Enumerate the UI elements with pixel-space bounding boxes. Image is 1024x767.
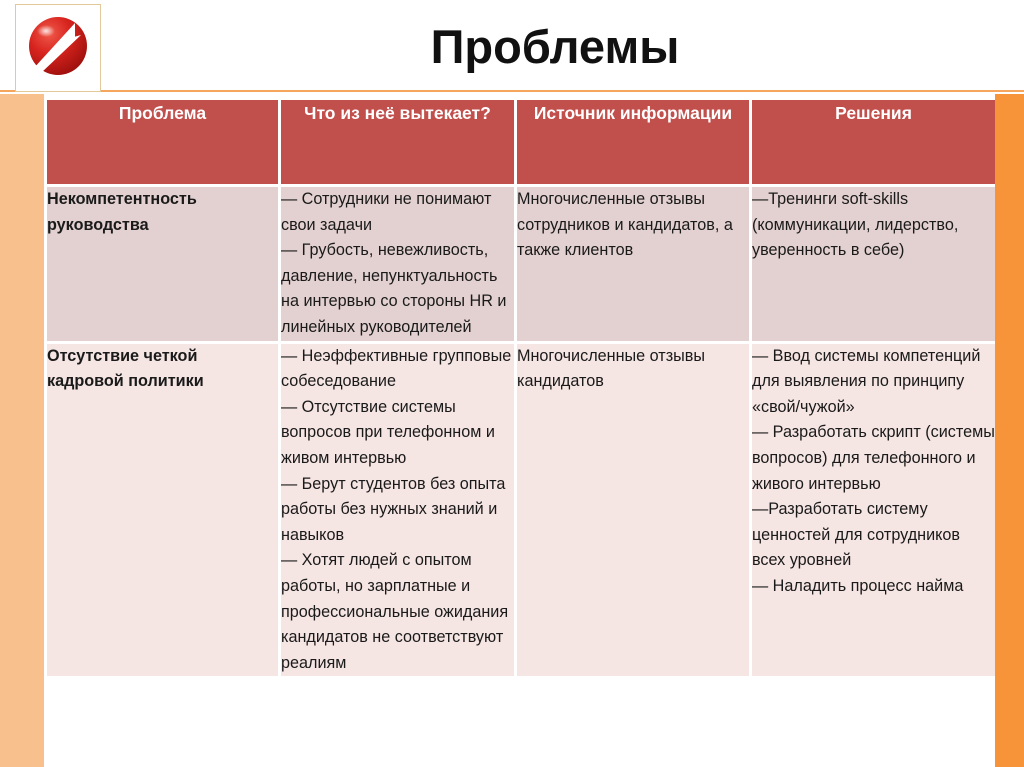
cell-problem: Некомпетентность руководства (47, 187, 278, 341)
cell-solution: — Ввод системы компетенций для выявления по принципу «свой/чужой» — Разработать скрипт (системы вопросов) для телефонного и живого интервью —Разработать систему ценностей для сотрудников всех уровней — Наладить процесс найма (752, 344, 995, 677)
table-row (47, 187, 995, 341)
problems-table (44, 97, 998, 679)
cell-consequence: — Неэффективные групповые собеседование — Отсутствие системы вопросов при телефонном и живом интервью — Берут студентов без опыта работы без нужных знаний и навыков — Хотят людей с опытом работы, но зарплатные и профессиональные ожидания кандидатов не соответствуют реалиям (281, 344, 514, 677)
cell-problem: Отсутствие четкой кадровой политики (47, 344, 278, 677)
unicredit-sphere-logo-icon (23, 11, 93, 81)
cell-source: Многочисленные отзывы сотрудников и кандидатов, а также клиентов (517, 187, 749, 341)
table-header-row (47, 100, 995, 184)
left-edge-bar (0, 94, 44, 767)
table-row (47, 344, 995, 677)
column-header-source: Источник информации (517, 100, 749, 184)
column-header-problem: Проблема (47, 100, 278, 184)
column-header-solution: Решения (752, 100, 995, 184)
cell-source: Многочисленные отзывы кандидатов (517, 344, 749, 677)
cell-solution: —Тренинги soft-skills (коммуникации, лидерство, уверенность в себе) (752, 187, 995, 341)
page-title: Проблемы (430, 20, 680, 73)
cell-consequence: — Сотрудники не понимают свои задачи — Грубость, невежливость, давление, непунктуальность на интервью со стороны HR и линейных руководителей (281, 187, 514, 341)
header-divider-rule (0, 90, 1024, 92)
company-logo (15, 4, 101, 92)
right-edge-bar (995, 94, 1024, 767)
column-header-consequence: Что из неё вытекает? (281, 100, 514, 184)
